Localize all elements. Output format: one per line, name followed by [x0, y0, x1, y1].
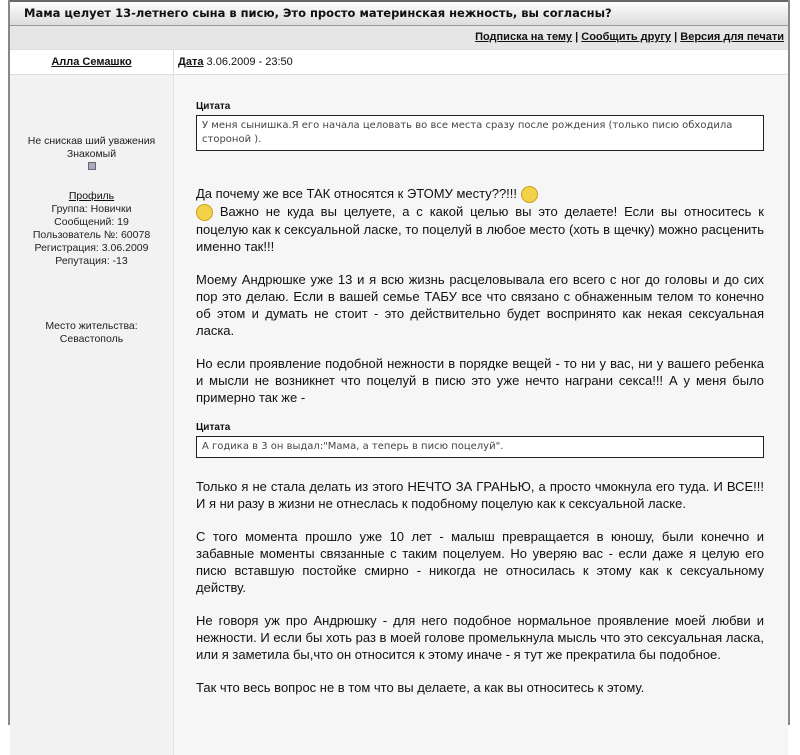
- quote-label: Цитата: [196, 101, 231, 112]
- author-rank: Знакомый: [66, 148, 117, 160]
- author-rep: Репутация: -13: [55, 255, 128, 267]
- paragraph: Только я не стала делать из этого НЕЧТО ЗА ГРАНЬЮ, а просто чмокнула его туда. И ВСЕ!!! И я ни разу в жизни не отнеслась к подобному поцелую как к сексуальной ласке.: [196, 479, 764, 512]
- quote-box: У меня сынишка.Я его начала целовать во все места сразу после рождения (только писю обходила стороной ).: [196, 115, 764, 151]
- post-date: 3.06.2009 - 23:50: [206, 56, 293, 68]
- quote-label: Цитата: [196, 422, 231, 434]
- author-reg: Регистрация: 3.06.2009: [34, 242, 149, 254]
- quote-box: А годика в 3 он выдал:"Мама, а теперь в писю поцелуй".: [196, 436, 764, 458]
- rank-icon: [88, 162, 96, 170]
- tell-friend-link[interactable]: Сообщить другу: [581, 31, 672, 43]
- location: Севастополь: [59, 333, 124, 345]
- paragraph: Не говоря уж про Андрюшку - для него подобное нормальное проявление моей любви и нежности. И если бы хоть раз в моей голове промелькнула мысль что это сексуальная ласка, или я заметила бы,что он относится к этому иначе - я тут же прекратила бы подобное.: [196, 613, 764, 663]
- post-content: [174, 75, 788, 755]
- location-label: Место жительства:: [45, 320, 138, 332]
- eyes-smiley-icon: [196, 204, 213, 221]
- print-version-link[interactable]: Версия для печати: [680, 31, 784, 43]
- author-user-no: Пользователь №: 60078: [32, 229, 151, 241]
- paragraph: Моему Андрюшке уже 13 и я всю жизнь расцеловывала его всего с ног до головы и до сих пор это делаю. Если в вашей семье ТАБУ все что связано с обнаженным телом то конечно об этом и думать не стоит - это действительно будет воспринято как некая сексуальная ласка.: [196, 272, 764, 339]
- topic-links: Подписка на тему | Сообщить другу | Версия для печати: [10, 26, 788, 50]
- topic-title: Мама целует 13-летнего сына в писю, Это просто материнская нежность, вы согласны?: [10, 0, 788, 26]
- author-name[interactable]: Алла Семашко: [51, 56, 132, 68]
- paragraph: Так что весь вопрос не в том что вы делаете, а как вы относитесь к этому.: [196, 680, 645, 696]
- author-posts: Сообщений: 19: [54, 216, 129, 228]
- author-group: Группа: Новички: [51, 203, 132, 215]
- forum-post: [8, 0, 790, 725]
- paragraph: Важно не куда вы целуете, а с какой целью вы это делаете! Если вы относитесь к поцелую как к сексуальной ласке, то поцелуй в любое место (хоть в щечку) можно расценить именно так!!!: [196, 204, 764, 255]
- paragraph: Но если проявление подобной нежности в порядке вещей - то ни у вас, ни у вашего ребенка и мысли не возникнет что поцелуй в писю это уже нечто награни секса!!! А у меня было примерно так же -: [196, 356, 764, 406]
- profile-link[interactable]: Профиль: [68, 190, 115, 202]
- subscribe-link[interactable]: Подписка на тему: [475, 31, 573, 43]
- date-label[interactable]: Дата: [178, 56, 204, 68]
- author-info: [10, 75, 174, 755]
- paragraph: С того момента прошло уже 10 лет - малыш превращается в юношу, были конечно и забавные моменты связанные с таким поцелуем. Но уверяю вас - если даже я целую его писю вставшую постойке смирно - никогда не относилась к этому как к сексуальному действу.: [196, 529, 764, 596]
- paragraph: Да почему же все ТАК относятся к ЭТОМУ месту??!!!: [196, 186, 518, 201]
- author-status: Не снискав ший уважения: [27, 135, 156, 147]
- thinking-smiley-icon: [521, 186, 538, 203]
